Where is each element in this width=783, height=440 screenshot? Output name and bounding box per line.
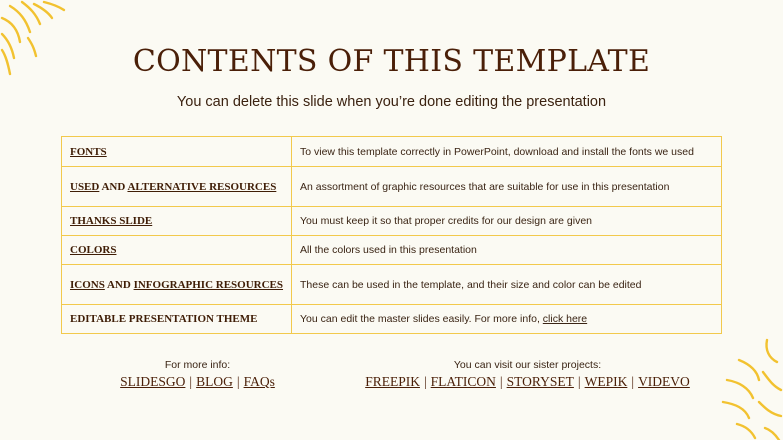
separator: | (577, 374, 581, 389)
thanks-slide-link[interactable]: THANKS SLIDE (70, 215, 153, 227)
and-text: AND (99, 180, 128, 193)
footer-links (110, 374, 285, 390)
storyset-link[interactable]: STORYSET (506, 374, 574, 389)
icons-link[interactable]: ICONS (70, 278, 105, 291)
alternative-resources-link[interactable]: ALTERNATIVE RESOURCES (127, 180, 277, 193)
wepik-link[interactable]: WEPIK (584, 374, 628, 389)
blog-link[interactable]: BLOG (196, 374, 233, 389)
faqs-link[interactable]: FAQs (243, 374, 275, 389)
table-row (62, 236, 722, 265)
fonts-link[interactable]: FONTS (70, 145, 107, 158)
flaticon-link[interactable]: FLATICON (430, 374, 496, 389)
footer-more-info (110, 359, 285, 390)
footer-label: You can visit our sister projects: (453, 359, 602, 371)
row-description: To view this template correctly in PowerPoint, download and install the fonts we used (292, 137, 722, 167)
slidesgo-link[interactable]: SLIDESGO (120, 374, 186, 389)
table-row (62, 167, 722, 207)
separator: | (499, 374, 503, 389)
row-description: An assortment of graphic resources that are suitable for use in this presentation (292, 167, 722, 207)
colors-link[interactable]: COLORS (70, 244, 117, 256)
row-description: These can be used in the template, and their size and color can be edited (292, 265, 722, 305)
corner-doodle-decoration (719, 336, 783, 440)
footer-sister-projects (355, 359, 700, 390)
separator: | (631, 374, 635, 389)
row-description: You can edit the master slides easily. For more info, (300, 313, 543, 325)
videvo-link[interactable]: VIDEVO (638, 374, 690, 389)
footer-label: For more info: (164, 359, 231, 371)
separator: | (189, 374, 193, 389)
freepik-link[interactable]: FREEPIK (365, 374, 420, 389)
click-here-link[interactable]: click here (542, 313, 588, 325)
and-text: AND (104, 278, 134, 291)
infographic-resources-link[interactable]: INFOGRAPHIC RESOURCES (133, 278, 284, 291)
row-description: All the colors used in this presentation (292, 236, 722, 265)
table-row (62, 265, 722, 305)
used-resources-link[interactable]: USED (70, 180, 100, 193)
separator: | (236, 374, 240, 389)
table-row (62, 137, 722, 167)
contents-table (61, 136, 722, 334)
footer-links (355, 374, 700, 390)
table-row (62, 207, 722, 236)
row-key: EDITABLE PRESENTATION THEME (62, 305, 292, 334)
separator: | (423, 374, 427, 389)
page-subtitle: You can delete this slide when you’re done editing the presentation (176, 94, 607, 110)
table-row (62, 305, 722, 334)
page-title: CONTENTS OF THIS TEMPLATE (132, 44, 651, 79)
row-description: You must keep it so that proper credits for our design are given (292, 207, 722, 236)
